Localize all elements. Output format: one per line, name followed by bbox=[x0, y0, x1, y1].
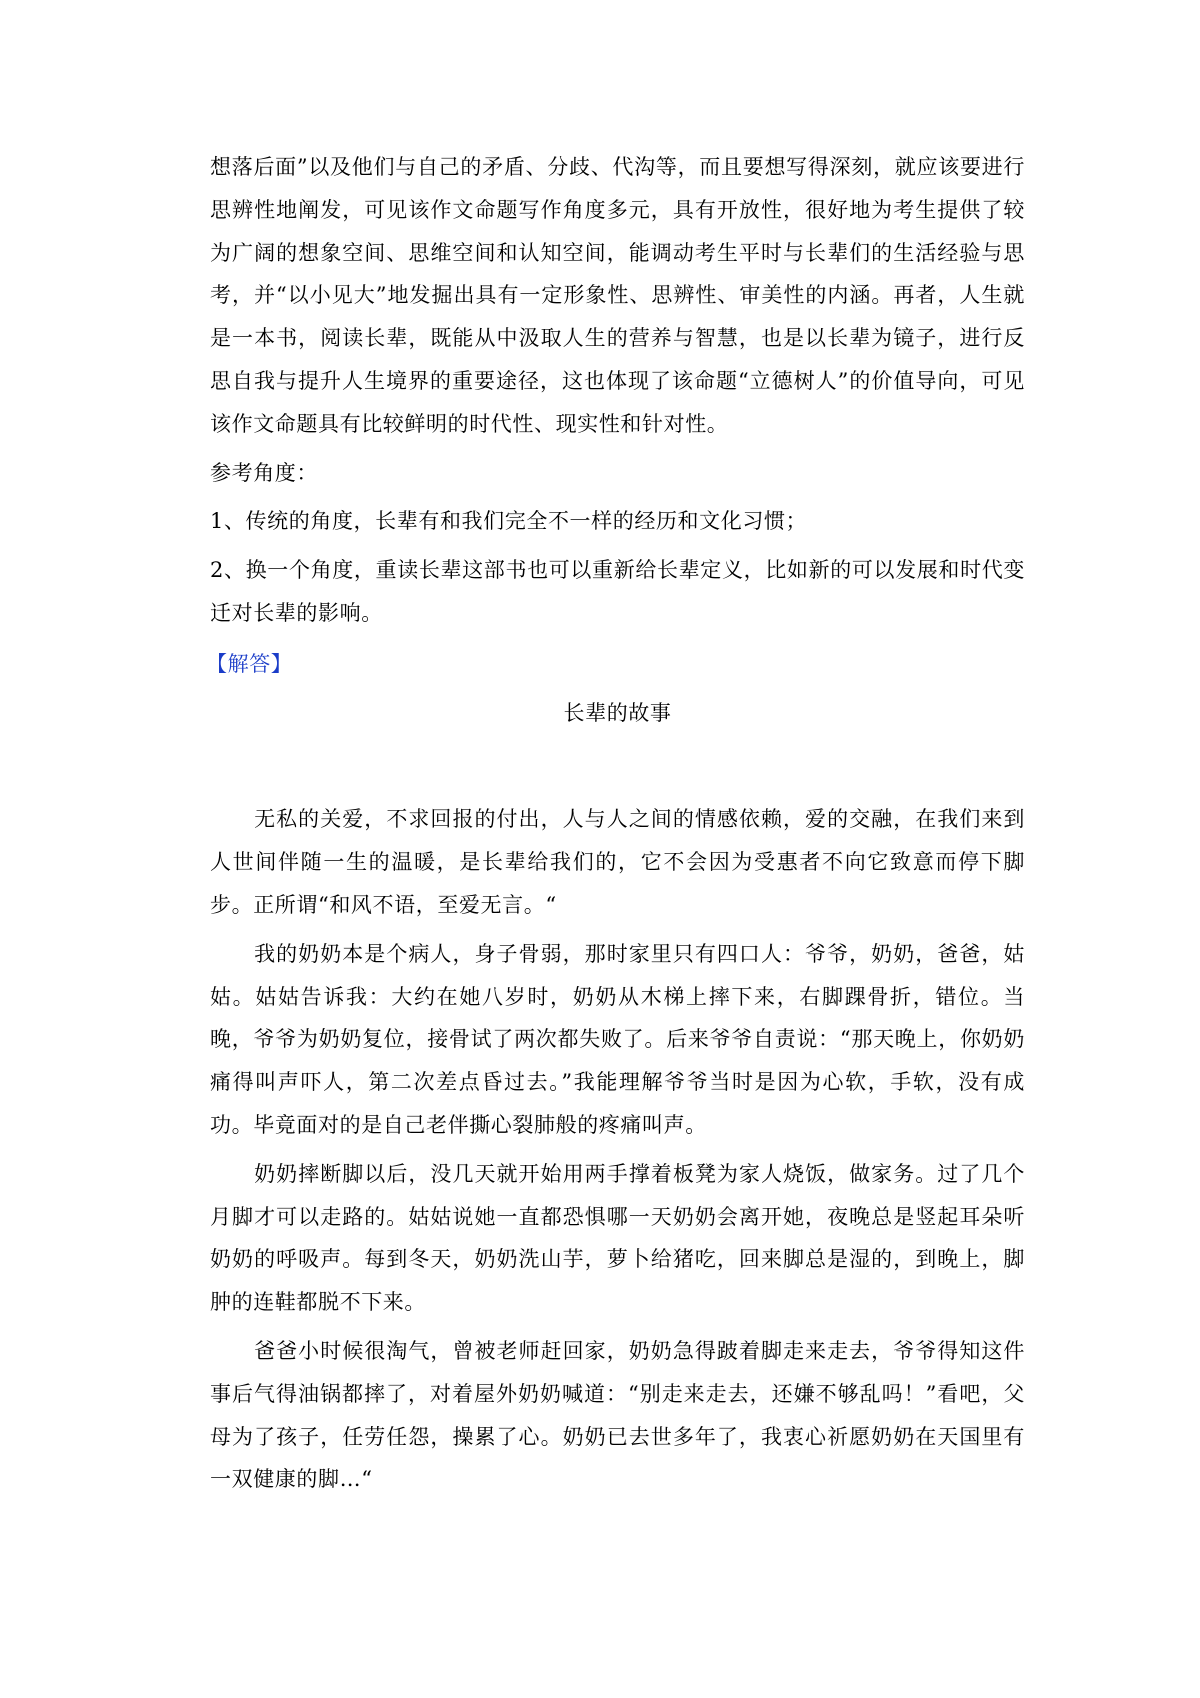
document-body bbox=[206, 146, 1025, 1501]
answer-label: 【解答】 bbox=[206, 651, 293, 676]
essay-paragraph: 爸爸小时候很淘气，曾被老师赶回家，奶奶急得跛着脚走来走去，爷爷得知这件事后气得油锅都摔了，对着屋外奶奶喊道：“别走来走去，还嫌不够乱吗！”看吧，父母为了孩子，任劳任怨，操累了心。奶奶已去世多年了，我衷心祈愿奶奶在天国里有一双健康的脚…“ bbox=[210, 1338, 1025, 1492]
reference-angle-2: 2、换一个角度，重读长辈这部书也可以重新给长辈定义，比如新的可以发展和时代变迁对长辈的影响。 bbox=[210, 558, 1025, 625]
reference-angles-heading: 参考角度： bbox=[210, 460, 318, 485]
title-spacing bbox=[210, 734, 1025, 798]
reference-angle-1: 1、传统的角度，长辈有和我们完全不一样的经历和文化习惯； bbox=[210, 509, 808, 534]
analysis-paragraph: 想落后面”以及他们与自己的矛盾、分歧、代沟等，而且要想写得深刻，就应该要进行思辨性地阐发，可见该作文命题写作角度多元，具有开放性，很好地为考生提供了较为广阔的想象空间、思维空间和认知空间，能调动考生平时与长辈们的生活经验与思考，并“以小见大”地发掘出具有一定形象性、思辨性、审美性的内涵。再者，人生就是一本书，阅读长辈，既能从中汲取人生的营养与智慧，也是以长辈为镜子，进行反思自我与提升人生境界的重要途径，这也体现了该命题“立德树人”的价值导向，可见该作文命题具有比较鲜明的时代性、现实性和针对性。 bbox=[210, 155, 1025, 436]
essay-paragraph: 无私的关爱，不求回报的付出，人与人之间的情感依赖，爱的交融，在我们来到人世间伴随一生的温暖，是长辈给我们的，它不会因为受惠者不向它致意而停下脚步。正所谓“和风不语，至爱无言。“ bbox=[210, 807, 1025, 917]
essay-title: 长辈的故事 bbox=[563, 700, 672, 725]
essay-paragraph: 我的奶奶本是个病人，身子骨弱，那时家里只有四口人：爷爷，奶奶，爸爸，姑姑。姑姑告诉我：大约在她八岁时，奶奶从木梯上摔下来，右脚踝骨折，错位。当晚，爷爷为奶奶复位，接骨试了两次都失败了。后来爷爷自责说：“那天晚上，你奶奶痛得叫声吓人，第二次差点昏过去。”我能理解爷爷当时是因为心软，手软，没有成功。毕竟面对的是自己老伴撕心裂肺般的疼痛叫声。 bbox=[210, 941, 1025, 1137]
essay-paragraph: 奶奶摔断脚以后，没几天就开始用两手撑着板凳为家人烧饭，做家务。过了几个月脚才可以走路的。姑姑说她一直都恐惧哪一天奶奶会离开她，夜晚总是竖起耳朵听奶奶的呼吸声。每到冬天，奶奶洗山芋，萝卜给猪吃，回来脚总是湿的，到晚上，脚肿的连鞋都脱不下来。 bbox=[210, 1161, 1025, 1315]
